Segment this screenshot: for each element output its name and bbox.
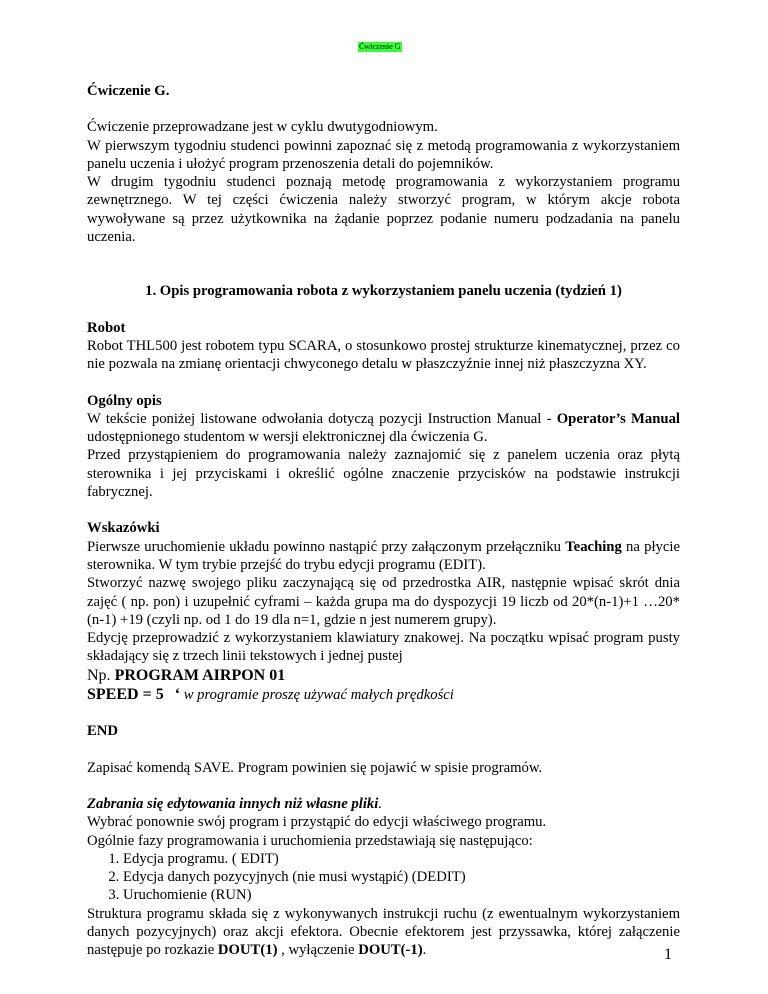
document-body bbox=[87, 82, 680, 960]
speed-line bbox=[87, 685, 680, 704]
list-item: 1. Edycja programu. ( EDIT) bbox=[123, 850, 680, 868]
example-prefix: Np. bbox=[87, 666, 115, 684]
general-description-heading: Ogólny opis bbox=[87, 392, 162, 409]
text-run: . bbox=[422, 942, 427, 959]
text-run: udostępnionego studentom w wersji elektronicznej dla ćwiczenia G. bbox=[87, 429, 488, 446]
end-code: END bbox=[87, 723, 119, 740]
robot-text: Robot THL500 jest robotem typu SCARA, o stosunkowo prostej strukturze kinematycznej, przez co nie pozwala na zmianę orientacji chwyconego detalu w płaszczyźnie innej niż płaszczyzna XY. bbox=[87, 337, 680, 373]
robot-heading: Robot bbox=[87, 319, 126, 336]
program-code-line: PROGRAM AIRPON 01 bbox=[114, 666, 286, 684]
section-1-heading: 1. Opis programowania robota z wykorzystaniem panelu uczenia (tydzień 1) bbox=[145, 283, 622, 300]
tips-paragraph-2: Stworzyć nazwę swojego pliku zaczynającą się od przedrostka AIR, następnie wpisać skrót dnia zajęć ( np. pon) i uzupełnić cyframi – każda grupa ma do dyspozycji 19 liczb od 20*(n-1)+1 …20*(n-1) +19 (czyli np. od 1 do 19 dla n=1, gdzie n jest numerem grupy). bbox=[87, 575, 680, 628]
list-item: 3. Uruchomienie (RUN) bbox=[123, 886, 680, 904]
text-run: Pierwsze uruchomienie układu powinno nastąpić przy załączonym przełączniku bbox=[87, 538, 566, 555]
phases-intro-1: Wybrać ponownie swój program i przystąpić do edycji właściwego programu. bbox=[87, 814, 547, 831]
intro-line-2: W pierwszym tygodniu studenci powinni zapoznać się z metodą programowania z wykorzystaniem panelu uczenia i ułożyć program przenoszenia detali do pojemników. bbox=[87, 137, 680, 172]
text-run: na płycie sterownika. W tym trybie przejść do trybu edycji programu (EDIT). bbox=[87, 538, 681, 573]
dout-on-code: DOUT(1) bbox=[217, 942, 278, 959]
dout-off-code: DOUT(-1) bbox=[358, 942, 423, 959]
program-structure-paragraph bbox=[87, 905, 680, 960]
save-instruction: Zapisać komendą SAVE. Program powinien się pojawić w spisie programów. bbox=[87, 759, 543, 776]
intro-line-1: Ćwiczenie przeprowadzane jest w cyklu dwutygodniowym. bbox=[87, 119, 438, 136]
comment-mark: ‘ bbox=[174, 686, 181, 704]
speed-code: SPEED = 5 bbox=[87, 686, 164, 704]
text-run: Struktura programu składa się z wykonywanych instrukcji ruchu (z ewentualnym wykorzystaniem danych pozycyjnych) oraz akcji efektora. Obecnie efektorem jest przyssawka, której załączenie następuje po rozkazie bbox=[87, 905, 680, 959]
page-number: 1 bbox=[664, 946, 672, 963]
warning-text: Zabrania się edytowania innych niż własne pliki bbox=[87, 795, 379, 812]
text-run: , wyłączenie bbox=[277, 942, 359, 959]
phases-list bbox=[87, 850, 680, 905]
teaching-switch-label: Teaching bbox=[565, 538, 622, 555]
text-run: . bbox=[378, 795, 383, 812]
tips-paragraph-1 bbox=[87, 538, 680, 575]
warning-line bbox=[87, 795, 680, 813]
general-description-paragraph-1 bbox=[87, 410, 680, 447]
exercise-title: Ćwiczenie G. bbox=[87, 83, 170, 99]
speed-comment: w programie proszę używać małych prędkości bbox=[180, 687, 454, 704]
tips-heading: Wskazówki bbox=[87, 520, 160, 537]
tips-paragraph-3: Edycję przeprowadzić z wykorzystaniem klawiatury znakowej. Na początku wpisać program pusty składający się z trzech linii tekstowych i jednej pustej bbox=[87, 630, 680, 665]
intro-line-3: W drugim tygodniu studenci poznają metodę programowania z wykorzystaniem programu zewnętrznego. W tej części ćwiczenia należy stworzyć program, w którym akcje robota wywoływane są przez użytkownika na żądanie poprzez podanie numeru podzadania na panelu uczenia. bbox=[87, 174, 680, 246]
text-run: W tekście poniżej listowane odwołania dotyczą pozycji Instruction Manual - bbox=[87, 410, 557, 427]
general-description-paragraph-2: Przed przystąpieniem do programowania należy zaznajomić się z panelem uczenia oraz płytą sterownika i jej przyciskami i określić ogólne znaczenie przycisków na podstawie instrukcji fabrycznej. bbox=[87, 447, 680, 501]
list-item: 2. Edycja danych pozycyjnych (nie musi wystąpić) (DEDIT) bbox=[123, 868, 680, 886]
manual-name: Operator’s Manual bbox=[556, 410, 680, 427]
example-program-line bbox=[87, 666, 680, 685]
running-header: Ćwiczenie G bbox=[359, 42, 401, 51]
phases-intro-2: Ogólnie fazy programowania i uruchomienia przedstawiają się następująco: bbox=[87, 832, 533, 849]
